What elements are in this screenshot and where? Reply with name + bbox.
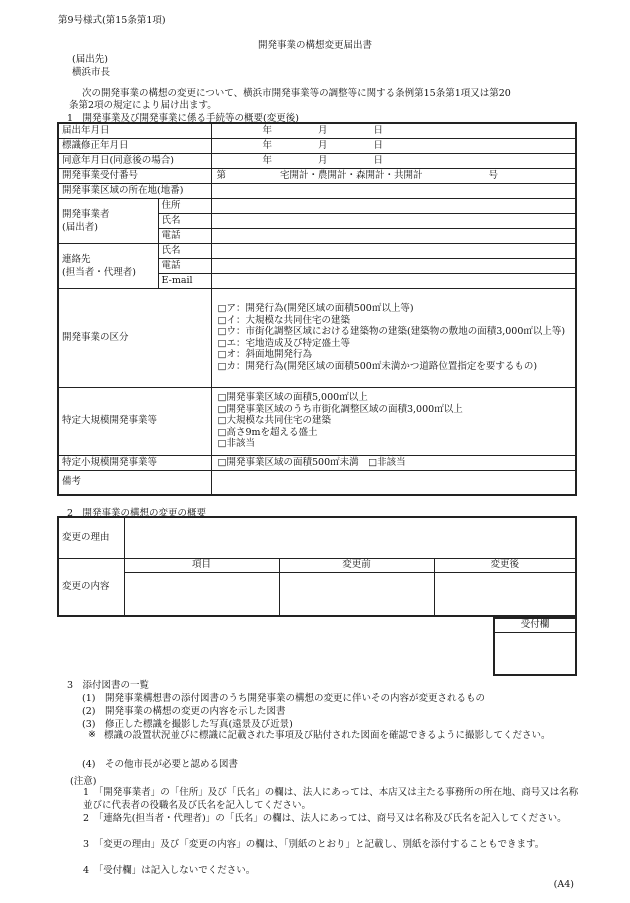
label-change-reason: 変更の理由 <box>58 517 124 558</box>
developer-name-input[interactable] <box>211 213 576 228</box>
location-field[interactable] <box>211 183 576 198</box>
column-header-after: 変更後 <box>434 558 576 572</box>
consent-date-field[interactable]: 年 月 日 <box>211 153 576 168</box>
developer-phone-input[interactable] <box>211 228 576 243</box>
section2-heading: 2 開発事業の構想の変更の概要 <box>67 508 207 519</box>
label-location: 開発事業区域の所在地(地番) <box>58 183 211 198</box>
category-option[interactable]: □ウ：市街化調整区域における建築物の建築(建築物の敷地の面積3,000㎡以上等) <box>217 326 566 337</box>
change-before-field[interactable] <box>279 572 434 616</box>
row-receipt-no <box>58 168 576 183</box>
change-item-field[interactable] <box>124 572 279 616</box>
notes-heading: (注意) <box>70 776 97 787</box>
addressee-name: 横浜市長 <box>72 67 111 78</box>
section3-heading: 3 添付図書の一覧 <box>67 680 150 691</box>
large-scale-option[interactable]: □開発事業区域のうち市街化調整区域の面積3,000㎡以上 <box>217 403 463 415</box>
label-small-scale: 特定小規模開発事業等 <box>58 455 211 470</box>
note-item: 2 「連絡先(担当者・代理者)」の「氏名」の欄は、法人にあっては、商号又は名称及び氏名を記入してください。 <box>83 813 567 824</box>
overview-table <box>57 122 577 496</box>
receipt-no-field[interactable]: 第 宅開計・農開計・森開計・共開計 号 <box>211 168 576 183</box>
receipt-box <box>493 617 577 676</box>
column-header-item: 項目 <box>124 558 279 572</box>
large-scale-option[interactable]: □高さ9mを超える盛土 <box>217 426 318 438</box>
attachment-item: (1) 開発事業構想書の添付図書のうち開発事業の構想の変更に伴いその内容が変更されるもの <box>82 693 485 704</box>
receipt-box-field <box>494 632 576 675</box>
label-submit-date: 届出年月日 <box>58 123 211 138</box>
attachment-note: 標識の設置状況並びに標識に記載された事項及び貼付された図面を確認できるように撮影してください。 <box>104 730 551 741</box>
contact-field-label: E-mail <box>158 273 211 288</box>
submit-date-field[interactable]: 年 月 日 <box>211 123 576 138</box>
receipt-box-label: 受付欄 <box>494 618 576 632</box>
small-scale-options[interactable]: □開発事業区域の面積500㎡未満 □非該当 <box>211 455 576 470</box>
sign-date-field[interactable]: 年 月 日 <box>211 138 576 153</box>
section1-heading: 1 開発事業及び開発事業に係る手続等の概要(変更後) <box>67 113 299 124</box>
category-option[interactable]: □ア：開発行為(開発区域の面積500㎡以上等) <box>217 303 414 314</box>
change-reason-field[interactable] <box>124 517 576 558</box>
contact-field-label: 氏名 <box>158 243 211 258</box>
contact-field-label: 電話 <box>158 258 211 273</box>
row-location <box>58 183 576 198</box>
label-change-content: 変更の内容 <box>58 558 124 616</box>
large-scale-option[interactable]: □大規模な共同住宅の建築 <box>217 415 331 427</box>
developer-address-input[interactable] <box>211 198 576 213</box>
change-after-field[interactable] <box>434 572 576 616</box>
category-option[interactable]: □エ：宅地造成及び特定盛土等 <box>217 337 350 349</box>
large-scale-option[interactable]: □非該当 <box>217 438 255 450</box>
intro-line1: 次の開発事業の構想の変更について、横浜市開発事業等の調整等に関する条例第15条第1項又は第20 <box>82 88 511 99</box>
intro-line2: 条第2項の規定により届け出ます。 <box>69 100 217 111</box>
row-submit-date <box>58 123 576 138</box>
large-scale-option[interactable]: □開発事業区域の面積5,000㎡以上 <box>217 392 368 404</box>
remarks-field[interactable] <box>211 470 576 495</box>
paper-size-label: (A4) <box>553 879 574 890</box>
column-header-before: 変更前 <box>279 558 434 572</box>
category-option[interactable]: □カ：開発行為(開発区域の面積500㎡未満かつ道路位置指定を要するもの) <box>217 360 538 372</box>
contact-phone-input[interactable] <box>211 258 576 273</box>
label-developer: 開発事業者 (届出者) <box>58 198 158 243</box>
note-item: 4 「受付欄」は記入しないでください。 <box>83 865 256 876</box>
attachment-item: (4) その他市長が必要と認める図書 <box>82 759 238 770</box>
contact-name-input[interactable] <box>211 243 576 258</box>
note-item: 1 「開発事業者」の「住所」及び「氏名」の欄は、法人にあっては、本店又は主たる事務所の所在地、商号又は名称並びに代表者の役職名及び氏名を記入してください。 <box>83 787 579 811</box>
label-consent-date: 同意年月日(同意後の場合) <box>58 153 211 168</box>
contact-email-input[interactable] <box>211 273 576 288</box>
form-number: 第9号様式(第15条第1項) <box>58 15 166 26</box>
label-large-scale: 特定大規模開発事業等 <box>58 387 211 455</box>
row-consent-date <box>58 153 576 168</box>
developer-field-label: 氏名 <box>158 213 211 228</box>
developer-field-label: 電話 <box>158 228 211 243</box>
attachment-item: (3) 修正した標識を撮影した写真(遠景及び近景) <box>82 719 293 730</box>
label-sign-date: 標識修正年月日 <box>58 138 211 153</box>
note-item: 3 「変更の理由」及び「変更の内容」の欄は、「別紙のとおり」と記載し、別紙を添付することもできます。 <box>83 839 545 850</box>
change-table <box>57 516 577 617</box>
developer-field-label: 住所 <box>158 198 211 213</box>
label-contact: 連絡先 (担当者・代理者) <box>58 243 158 288</box>
label-receipt-no: 開発事業受付番号 <box>58 168 211 183</box>
category-options <box>211 288 576 387</box>
attachment-item: (2) 開発事業の構想の変更の内容を示した図書 <box>82 706 286 717</box>
category-option[interactable]: □イ：大規模な共同住宅の建築 <box>217 314 350 326</box>
row-sign-date <box>58 138 576 153</box>
label-remarks: 備考 <box>58 470 211 495</box>
category-option[interactable]: □オ：斜面地開発行為 <box>217 349 312 360</box>
attachment-note-mark: ※ <box>88 729 96 740</box>
label-category: 開発事業の区分 <box>58 288 211 387</box>
large-scale-options <box>211 387 576 455</box>
page-title: 開発事業の構想変更届出書 <box>257 40 372 51</box>
addressee-label: (届出先) <box>72 54 108 65</box>
